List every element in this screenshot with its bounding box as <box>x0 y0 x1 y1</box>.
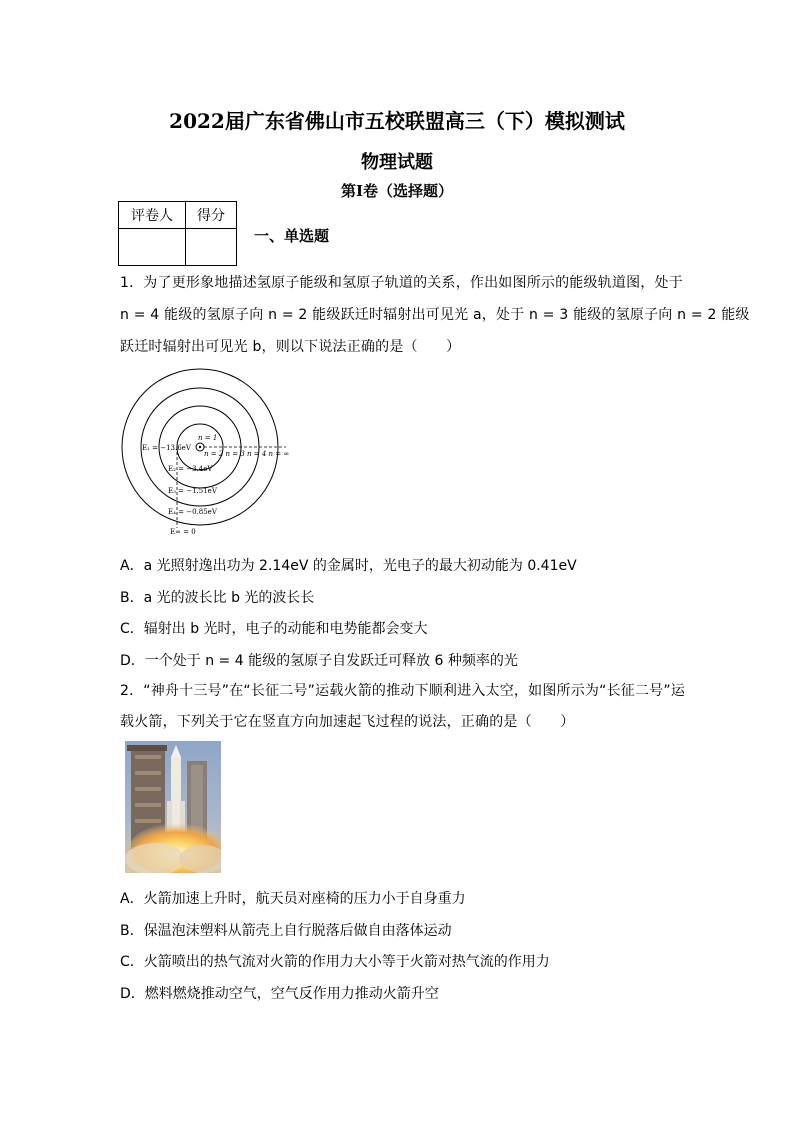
q1-option-b: B．a 光的波长比 b 光的波长长 <box>120 590 315 606</box>
q2-option-a: A．火箭加速上升时，航天员对座椅的压力小于自身重力 <box>120 891 466 907</box>
q1-option-d: D．一个处于 n = 4 能级的氢原子自发跃迁可释放 6 种频率的光 <box>120 653 518 669</box>
section-heading: 一、单选题 <box>254 227 330 245</box>
exam-subtitle: 物理试题 <box>361 152 433 173</box>
q2-stem-line1: 2．“神舟十三号”在“长征二号”运载火箭的推动下顺利进入太空，如图所示为“长征二号”运 <box>120 683 686 699</box>
grading-table <box>118 201 237 266</box>
label-e1: E₁ = −13.6eV <box>142 444 191 452</box>
label-einf: E∞ = 0 <box>170 528 196 536</box>
energy-level-orbit-diagram <box>118 368 293 540</box>
exam-title: 2022届广东省佛山市五校联盟高三（下）模拟测试 <box>169 109 625 133</box>
volume-heading: 第I卷（选择题） <box>340 182 454 200</box>
label-n1: n = 1 <box>198 434 218 442</box>
q1-stem-line3: 跃迁时辐射出可见光 b，则以下说法正确的是（ ） <box>120 339 461 355</box>
q1-stem-line1: 1．为了更形象地描述氢原子能级和氢原子轨道的关系，作出如图所示的能级轨道图，处于 <box>120 275 683 291</box>
grader-header: 评卷人 <box>119 202 186 229</box>
label-e2: E₂ = −3.4eV <box>168 465 213 473</box>
label-e4: E₄ = −0.85eV <box>168 508 217 516</box>
q2-stem-line2: 载火箭，下列关于它在竖直方向加速起飞过程的说法，正确的是（ ） <box>120 714 575 730</box>
q2-option-c: C．火箭喷出的热气流对火箭的作用力大小等于火箭对热气流的作用力 <box>120 954 550 970</box>
q2-option-b: B．保温泡沫塑料从箭壳上自行脱落后做自由落体运动 <box>120 923 452 939</box>
score-cell <box>186 229 237 266</box>
q1-option-a: A．a 光照射逸出功为 2.14eV 的金属时，光电子的最大初动能为 0.41eV <box>120 558 577 574</box>
grader-cell <box>119 229 186 266</box>
label-n-row: n = 2 n = 3 n = 4 n = ∞ <box>204 450 290 458</box>
q1-option-c: C．辐射出 b 光时，电子的动能和电势能都会变大 <box>120 621 428 637</box>
q1-stem-line2: n = 4 能级的氢原子向 n = 2 能级跃迁时辐射出可见光 a，处于 n = 3 能级的氢原子向 n = 2 能级 <box>120 307 750 323</box>
q2-option-d: D．燃料燃烧推动空气，空气反作用力推动火箭升空 <box>120 986 439 1002</box>
rocket-launch-photo <box>125 741 221 873</box>
score-header: 得分 <box>186 202 237 229</box>
label-e3: E₃ = −1.51eV <box>168 487 217 495</box>
